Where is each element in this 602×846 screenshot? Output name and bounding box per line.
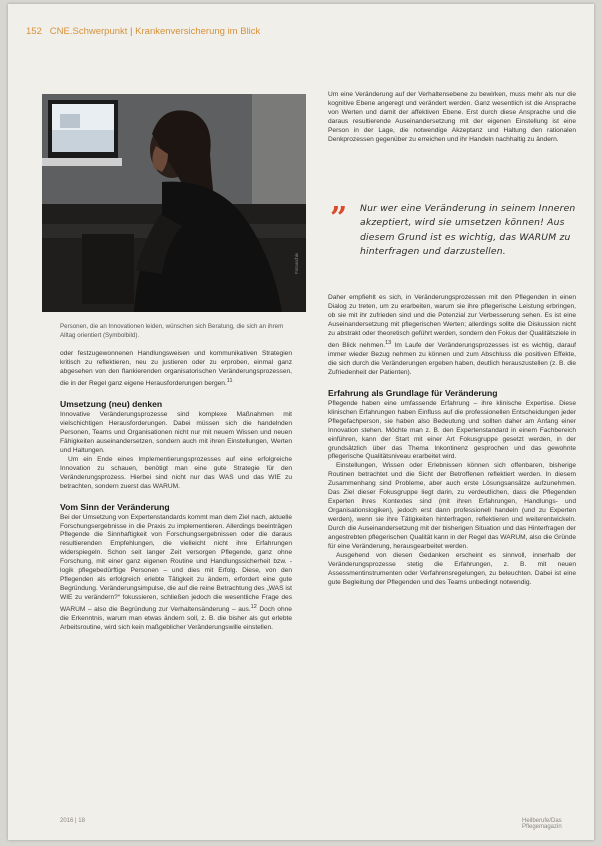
paragraph: Um eine Veränderung auf der Verhaltensebene zu bewirken, muss mehr als nur die kognitive Ebene angeregt und verändert werden. Ganz wesentlich ist die Ansprache von Werten und damit der affektiven Ebene. Erst durch diese Ansprache und die daraus resultierende Auseinandersetzung mit der eigenen Einstellung ist eine Person in der Lage, die notwendige Akzeptanz und Haltung den rationalen Denkprozessen gegenüber zu erreichen und ihr Handeln nachhaltig zu ändern. — [328, 91, 576, 143]
section-heading-umsetzung: Umsetzung (neu) denken — [60, 399, 163, 409]
paragraph: Innovative Veränderungsprozesse sind komplexe Maßnahmen mit vielschichtigen Herausforderungen. Dabei müssen sich die handelnden Personen, Teams und Organisationen nicht nur mit neuem Wissen und neuen Fähigkeiten auseinandersetzen, sondern auch mit ihren Einstellungen, Werten und Haltungen. — [60, 411, 292, 454]
article-photo — [42, 94, 306, 312]
photo-illustration — [42, 94, 306, 312]
quote-mark-icon: ” — [330, 201, 348, 236]
right-column-bottom — [328, 294, 576, 588]
paragraph: Ausgehend von diesen Gedanken erscheint es sinnvoll, innerhalb der Veränderungsprozesse stetig die Erfahrungen, z. B. mit neuen Assessmentinstrumenten oder Verfahrensregelungen, zu beleuchten. Dabei ist eine gute Begleitung der Pflegenden und des Teams unbedingt notwendig. — [328, 551, 576, 586]
intro-paragraph: oder festzugewonnenen Handlungsweisen und kommunikativen Strategien kritisch zu reflektieren, neu zu justieren oder zu erproben, einmal ganz abgesehen von den flankierenden organisatorischen Veränderungsprozessen, die in der Regel ganz eigene Herausforderungen bergen.$^{11}$ — [60, 350, 292, 388]
magazine-page — [8, 4, 594, 840]
section-heading-sinn: Vom Sinn der Veränderung — [60, 501, 170, 512]
left-column — [60, 350, 292, 633]
header-title: Krankenversicherung im Blick — [135, 26, 261, 37]
photo-credit: Fotoarchiv — [294, 252, 299, 274]
section-heading-erfahrung: Erfahrung als Grundlage für Veränderung — [328, 387, 498, 398]
footnote-ref: 12 — [250, 604, 257, 611]
pull-quote: Nur wer eine Veränderung in seinem Inneren akzeptiert, wird sie umsetzen können! Aus diesem Grund ist es wichtig, das WARUM zu hinterfragen und darzustellen. — [360, 203, 576, 257]
right-column-top — [328, 91, 576, 145]
section-name: CNE.Schwerpunkt — [49, 26, 128, 37]
page-number: 152 — [26, 26, 42, 37]
header-separator: | — [130, 26, 133, 37]
paragraph: Pflegende haben eine umfassende Erfahrung – ihre klinische Expertise. Diese klinischen Erfahrungen haben Einfluss auf die professionellen Entscheidungen jeder Pflegefachperson, sie haben also Bedeutung und sollten daher am Anfang einer Innovation stehen. Möchte man z. B. den Expertenstandard in einem Fachbereich einführen, kann der Start mit einer Art Fokusgruppe gesetzt werden, in der grundsätzlich über das Thema Inkontinenz gesprochen und das gewohnte pflegerische Qualitätsniveau erarbeitet wird. — [328, 399, 576, 461]
footer-publication: Heilberufe/Das Pflegemagazin — [522, 818, 562, 830]
footer-issue: 2016 | 18 — [60, 818, 85, 824]
footnote-ref: 11 — [226, 377, 233, 384]
page-header — [26, 26, 260, 37]
paragraph: Um ein Ende eines Implementierungsprozesses auf eine erfolgreiche Innovation zu schauen, benötigt man eine gute Strategie für den Veränderungsprozess. Hierbei sind nicht nur das WAS und das WIE zu betrachten, sondern zuerst das WARUM. — [60, 455, 292, 490]
photo-caption: Personen, die an Innovationen leiden, wünschen sich Beratung, die sich an ihrem Alltag orientiert (Symbolbild). — [60, 323, 284, 339]
paragraph: Bei der Umsetzung von Expertenstandards kommt man dem Ziel nach, aktuelle Forschungsergebnisse in die Praxis zu implementieren. Allerdings beeinträgen Pflegende die Sinnhaftigkeit von Forschungsergebnissen oder die daraus resultierenden Empfehlungen, die vielleicht nicht ihre Erfahrungen widerspiegeln. Schon seit langer Zeit versorgen Pflegende, ganz ohne Forschung, mit einer ganz eigenen Routine und Handlungssicherheit bzw. -logik pflegebedürftige Personen – und dies mit Erfolg. Diese, von den Pflegenden als erfolgreich erlebte Tätigkeit zu ändern, erfordert eine gute Begründung. Veränderungsimpulse, die auf die reine Betrachtung des „WAS ist WIE zu verändern?“ fokussieren, schließen jedoch die wesentliche Frage des WARUM – also die Begründung zur Verhaltensänderung – aus.$^{12}$ Doch ohne die Erkenntnis, warum man etwas ändern soll, z. B. die bisher als gut erlebte Arbeitsroutine, wird sich kein maßgeblicher Veränderungswille einstellen. — [60, 513, 292, 632]
paragraph: Daher empfiehlt es sich, in Veränderungsprozessen mit den Pflegenden in einen Dialog zu treten, um zu erarbeiten, warum sie ihre pflegerische Leistung erbringen, ob sie mit ihr zufrieden sind und die Potenzial zur Verbesserung sehen. Es ist eine Auseinandersetzung mit pflegerischen Werten; allerdings sollte die Diskussion nicht zu abstrakt oder theoretisch geführt werden, sondern den Fokus der Qualitätsziele in den Blick nehmen.$^{13}$ Im Laufe der Veränderungsprozesses ist es wichtig, darauf immer wieder Bezug nehmen zu können und zum Abschluss die positiven Effekte, die sich durch die Veränderungen ergeben haben, deutlich herauszustellen (z. B. die Zufriedenheit der Patienten). — [328, 294, 577, 376]
paragraph: Einstellungen, Wissen oder Erlebnissen können sich offenbaren, bisherige Routinen betrachtet und die Sicht der Betroffenen reflektiert werden. In diesem Zusammenhang sind Probleme, aber auch erste Lösungsansätze aufzunehmen. Das Ziel dieser Fokusgruppe liegt darin, zu verdeutlichen, dass die Pflegenden Experten ihres Kontextes sind (mit ihren Erfahrungen, Handlungs- und Organisationslogiken), jedoch erst dann professionell handeln (und zu Experten werden), wenn sie ihre Tätigkeiten hinterfragen, reflektieren und weiterentwickeln. Durch die Auseinandersetzung mit der bisherigen Situation und das Hinterfragen der angestrebten pflegerischen Qualität kann in der Regel das WARUM, also die Gründe für eine Veränderung, herausgearbeitet werden. — [328, 462, 576, 551]
footnote-ref: 13 — [385, 339, 392, 346]
